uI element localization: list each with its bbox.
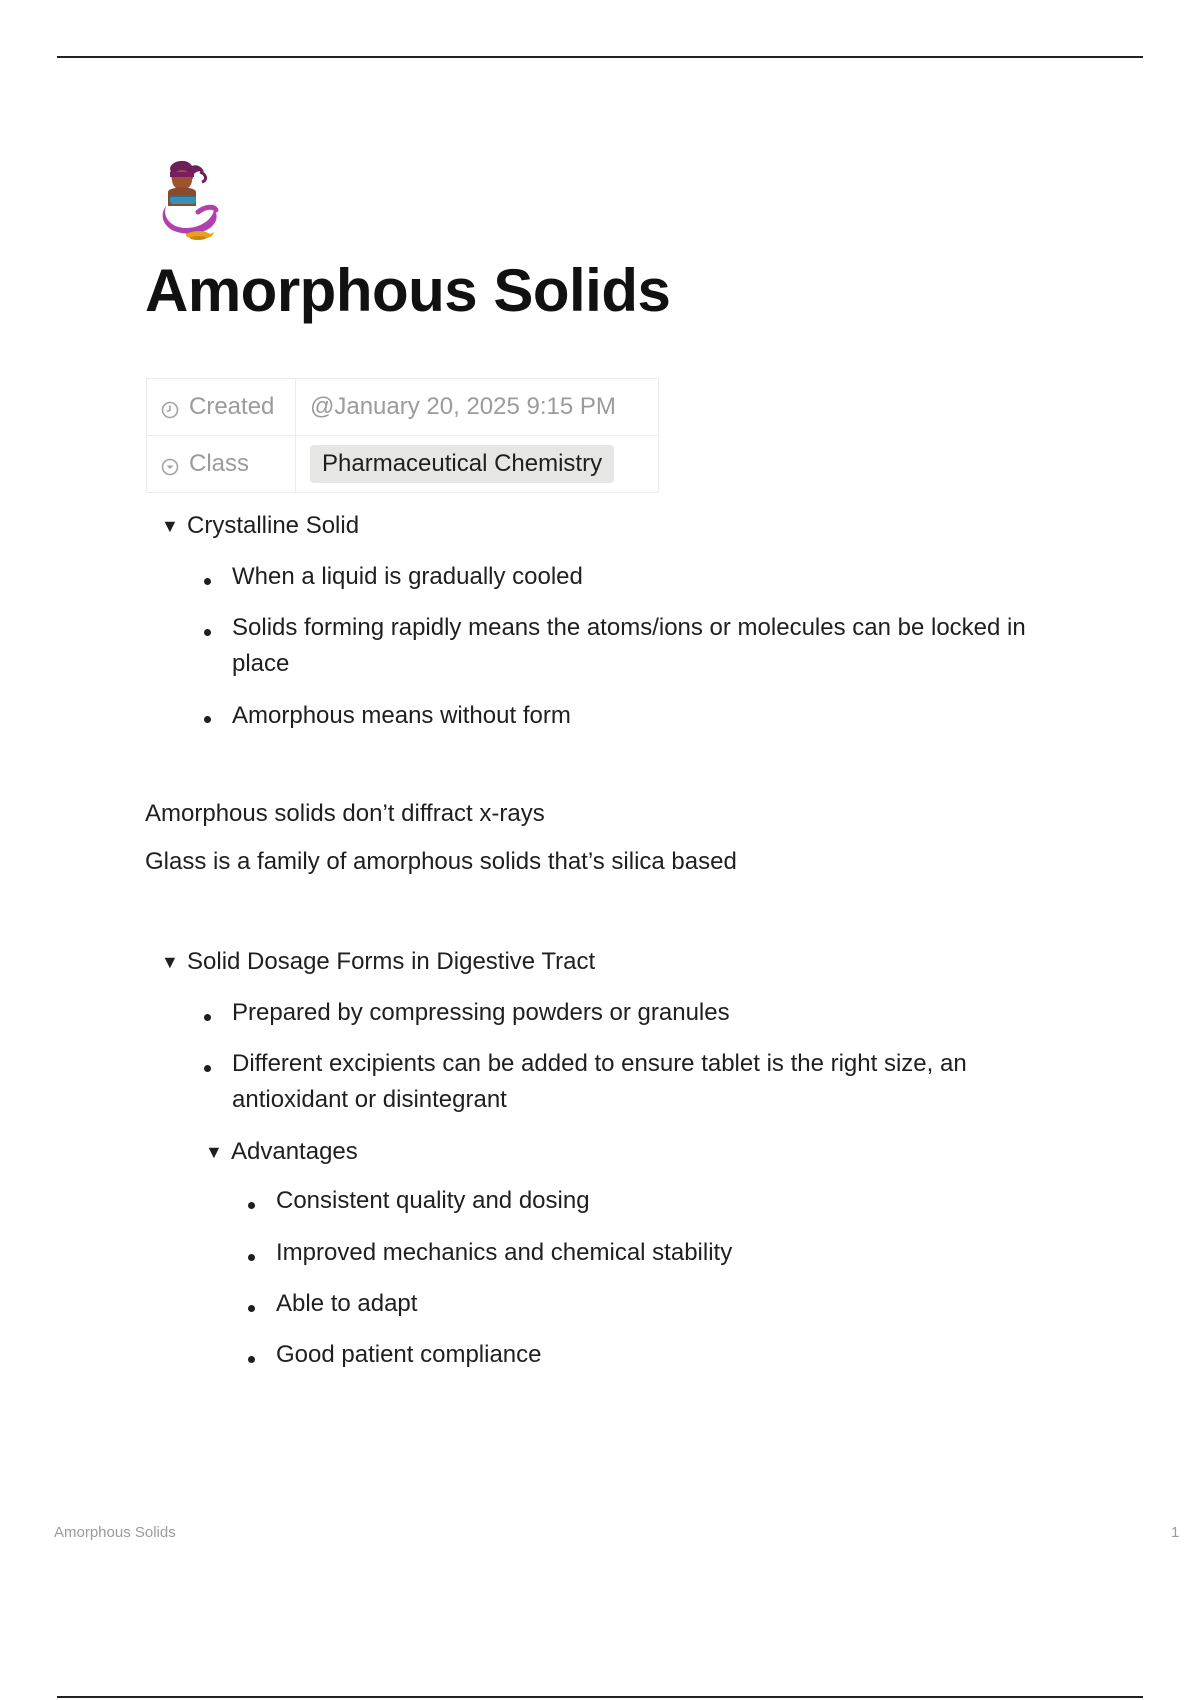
- created-property-row: [147, 379, 659, 436]
- list-item-continuation: place: [232, 650, 290, 677]
- top-rule: [57, 56, 1143, 58]
- clock-icon: [161, 401, 179, 419]
- list-item: Prepared by compressing powders or granules: [232, 999, 730, 1026]
- bullet-icon: [204, 1065, 211, 1072]
- list-item: When a liquid is gradually cooled: [232, 563, 583, 590]
- toggle-crystalline-solid[interactable]: [161, 508, 359, 545]
- list-item: Consistent quality and dosing: [276, 1187, 590, 1214]
- created-property-key: [147, 379, 296, 436]
- toggle-advantages[interactable]: [205, 1134, 358, 1171]
- footer-page-number: 1: [1171, 1524, 1180, 1541]
- select-icon: [161, 458, 179, 476]
- class-property-row: [147, 436, 659, 493]
- class-property-key: [147, 436, 296, 493]
- toggle-label: Advantages: [231, 1138, 358, 1165]
- toggle-label: Crystalline Solid: [187, 512, 360, 539]
- class-value-cell[interactable]: [296, 436, 659, 493]
- created-value[interactable]: @January 20, 2025 9:15 PM: [296, 379, 659, 436]
- list-item: Different excipients can be added to ensure tablet is the right size, an: [232, 1050, 967, 1077]
- list-item: Improved mechanics and chemical stability: [276, 1239, 733, 1266]
- list-item: Able to adapt: [276, 1290, 418, 1317]
- properties-table: [146, 378, 659, 493]
- list-item: Solids forming rapidly means the atoms/ions or molecules can be locked in: [232, 614, 1026, 641]
- genie-emoji-icon: [152, 158, 224, 244]
- created-label: Created: [189, 393, 275, 420]
- class-tag[interactable]: Pharmaceutical Chemistry: [310, 445, 614, 483]
- bullet-icon: [248, 1356, 255, 1363]
- toggle-arrow-icon[interactable]: ▼: [161, 952, 179, 972]
- list-item: Amorphous means without form: [232, 702, 571, 729]
- bullet-icon: [204, 578, 211, 585]
- bullet-icon: [248, 1254, 255, 1261]
- bullet-icon: [248, 1202, 255, 1209]
- page-title: Amorphous Solids: [145, 257, 671, 324]
- bullet-icon: [204, 1014, 211, 1021]
- toggle-label: Solid Dosage Forms in Digestive Tract: [187, 948, 596, 975]
- list-item: Good patient compliance: [276, 1341, 542, 1368]
- bullet-icon: [204, 629, 211, 636]
- bottom-rule: [57, 1696, 1143, 1698]
- toggle-arrow-icon[interactable]: ▼: [205, 1142, 223, 1162]
- paragraph: Glass is a family of amorphous solids that’s silica based: [145, 848, 737, 875]
- toggle-solid-dosage-forms[interactable]: [161, 944, 595, 981]
- bullet-icon: [204, 716, 211, 723]
- footer-title: Amorphous Solids: [54, 1524, 176, 1541]
- toggle-arrow-icon[interactable]: ▼: [161, 516, 179, 536]
- paragraph: Amorphous solids don’t diffract x-rays: [145, 800, 545, 827]
- bullet-icon: [248, 1305, 255, 1312]
- class-label: Class: [189, 450, 250, 477]
- list-item-continuation: antioxidant or disintegrant: [232, 1086, 507, 1113]
